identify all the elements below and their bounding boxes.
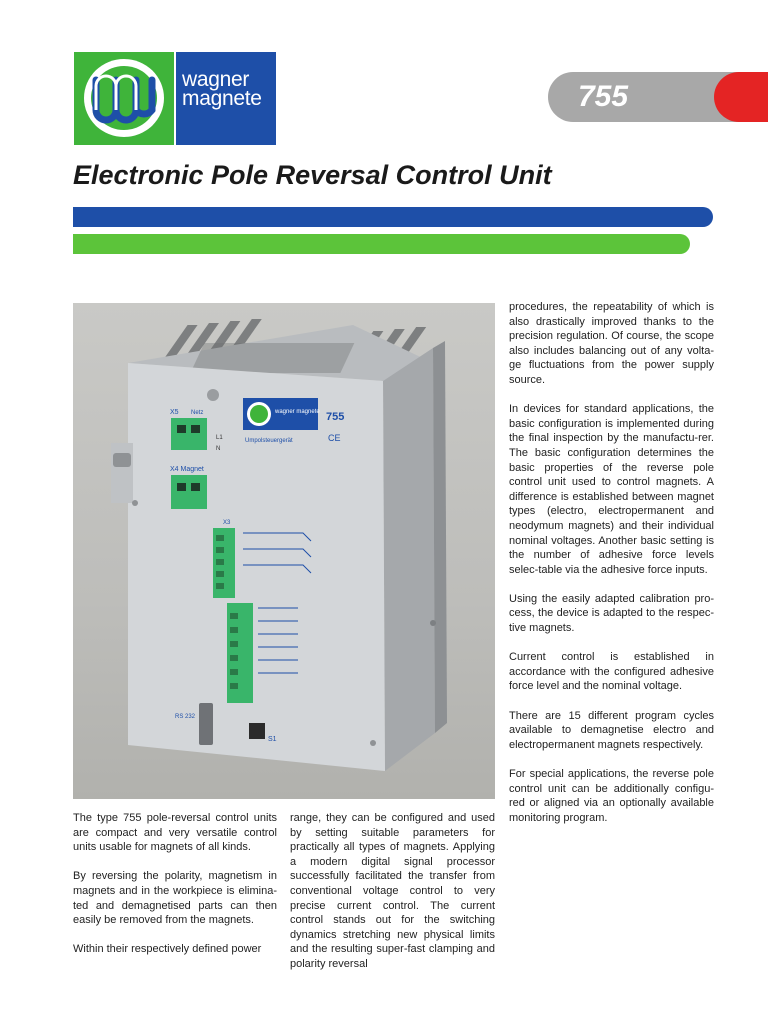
brand-wordmark: [176, 52, 276, 145]
model-number-tab: [548, 72, 768, 122]
panel-n: N: [216, 446, 221, 452]
model-number: 755: [578, 80, 629, 113]
text-column-3: [509, 300, 714, 840]
panel-s1: S1: [268, 736, 277, 743]
paragraph: Current control is established in accordance with the configured adhesive force level and the nominal voltage.: [509, 651, 714, 693]
panel-ce: CE: [328, 433, 341, 443]
brand-name: [182, 70, 262, 108]
paragraph: Within their respectively defined power: [73, 943, 262, 956]
product-photo: [73, 303, 495, 799]
control-unit-photo: [73, 303, 495, 799]
brand-name-line1: wagner: [182, 68, 250, 91]
wagner-magnete-logo-icon: [74, 52, 174, 145]
panel-rs232: RS 232: [175, 714, 196, 720]
panel-umpol: Umpolsteuergerät: [245, 438, 293, 444]
paragraph: In devices for standard applications, the basic configuration is implemented during the final inspection by the manufactu-rer. The basic configuration determines the basic properties of the reverse pole control unit used to control magnets. A difference is established between magnet types (electro, electropermanent and neodymum magnets) and their individual nominal voltages. Another basic setting is the number of adhesive force levels selec-table via the adhesive force inputs.: [509, 403, 714, 576]
panel-x3: X3: [223, 520, 231, 526]
brand-name-line2: magnete: [182, 87, 262, 110]
text-column-1: [73, 811, 277, 972]
panel-l1: L1: [216, 435, 223, 441]
paragraph: procedures, the repeatability of which is also drastically improved thanks to the precision regulation. Of course, the scope also includes balancing out of any volta-ge fluctuations from the power supply source.: [509, 301, 714, 386]
panel-netz: Netz: [191, 410, 204, 416]
paragraph: range, they can be configured and used by setting suitable parameters for practically all types of magnets. Applying a modern digital signal processor successfully facilitated the transfer from conventional voltage control to very precise current control. The current control stands out for the switching dynamics stretching new physical limits and the resulting super-fast clamping and polarity reversal: [290, 812, 495, 970]
panel-x5: X5: [170, 409, 179, 416]
paragraph: For special applications, the reverse pole control unit can be additionally configu-red or aligned via an optionally available monitoring program.: [509, 768, 714, 824]
panel-brand: wagner magnete: [275, 409, 320, 415]
panel-model: 755: [326, 411, 345, 423]
paragraph: The type 755 pole-reversal control units are compact and very versatile control units usable for magnets of all kinds.: [73, 812, 277, 854]
paragraph: Using the easily adapted calibration pro-cess, the device is adapted to the respec-tive magnets.: [509, 592, 714, 635]
panel-x4: X4 Magnet: [170, 466, 204, 473]
blue-divider-bar: [73, 207, 713, 227]
brand-logo-mark: [74, 52, 174, 145]
green-divider-bar: [73, 234, 690, 254]
paragraph: By reversing the polarity, magnetism in magnets and in the workpiece is elimina-ted and demagnetised parts can then easily be removed from the magnets.: [73, 870, 277, 927]
page-title: Electronic Pole Reversal Control Unit: [73, 160, 552, 190]
text-column-2: [290, 811, 495, 986]
paragraph: There are 15 different program cycles available to demagnetise electro and electropermanent magnets respectively.: [509, 709, 714, 751]
model-tab-accent: [714, 72, 768, 122]
